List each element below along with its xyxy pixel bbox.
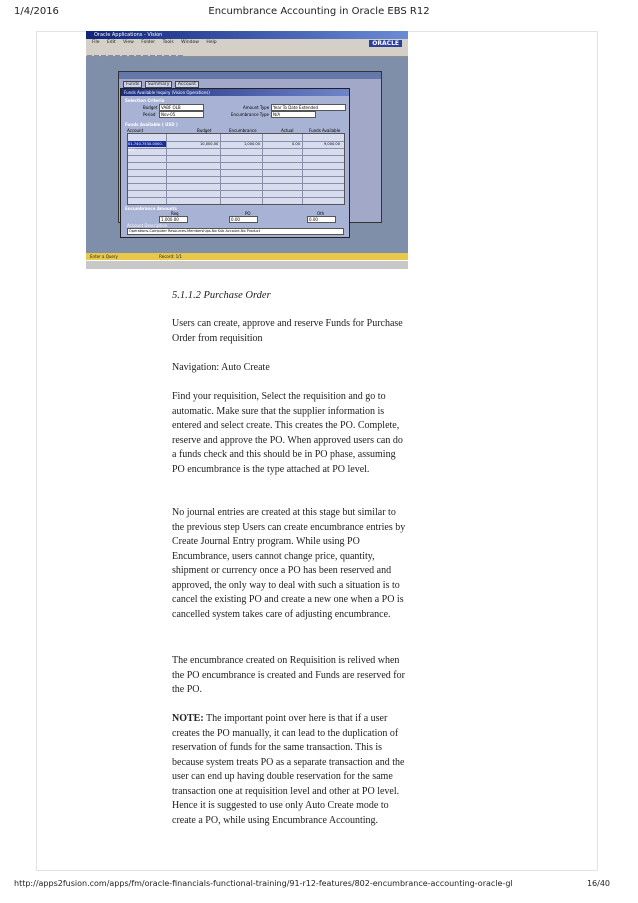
enc-req-label: Req [171, 211, 179, 216]
menu-bar [86, 39, 408, 47]
amount-type-label: Amount Type [243, 105, 270, 110]
taskbar-icon[interactable] [206, 269, 212, 270]
amount-type-select[interactable]: Year To Date Extended [271, 104, 346, 111]
enc-req-field[interactable]: 1,000.00 [159, 216, 188, 223]
enc-other-field[interactable]: 0.00 [307, 216, 336, 223]
funds-grid [127, 133, 345, 205]
menu-help[interactable]: Help [206, 40, 217, 45]
taskbar [86, 260, 408, 269]
col-account: Account [127, 128, 144, 133]
taskbar-icon[interactable] [115, 269, 121, 270]
menu-window[interactable]: Window [181, 40, 199, 45]
taskbar-icon[interactable] [220, 269, 226, 270]
taskbar-icon[interactable] [171, 269, 177, 270]
paragraph-navigation: Navigation: Auto Create [172, 362, 270, 373]
col-encumbrance: Encumbrance [229, 128, 257, 133]
menu-tools[interactable]: Tools [162, 40, 174, 45]
menu-folder[interactable]: Folder [141, 40, 156, 45]
col-budget: Budget [197, 128, 212, 133]
taskbar-icon[interactable] [122, 269, 128, 270]
funds-inquiry-window [120, 88, 350, 238]
taskbar-icon[interactable] [213, 269, 219, 270]
taskbar-icon[interactable] [192, 269, 198, 270]
desktop-area [86, 57, 408, 253]
enc-type-field[interactable]: N/A [271, 111, 316, 118]
source-url[interactable]: http://apps2fusion.com/apps/fm/oracle-financials-functional-training/91-r12-features/802-encumbrance-accounting-oracle-gl [14, 879, 513, 888]
tab-strip [123, 81, 200, 88]
paragraph-1: Users can create, approve and reserve Funds for Purchase Order from requisition [172, 318, 403, 344]
taskbar-icon[interactable] [185, 269, 191, 270]
col-funds: Funds Available [309, 128, 341, 133]
taskbar-icon[interactable] [178, 269, 184, 270]
desc-label: Account Description [127, 223, 168, 228]
note-paragraph [172, 712, 408, 828]
menu-view[interactable]: View [123, 40, 134, 45]
status-text: Enter a Query [90, 254, 118, 259]
paragraph-5: The encumbrance created on Requisition is relived when the PO encumbrance is created and Funds are reserved for the PO. [172, 655, 405, 695]
taskbar-icon[interactable] [101, 269, 107, 270]
taskbar-icon[interactable] [150, 269, 156, 270]
page-number: 16/40 [586, 879, 610, 888]
selected-account-cell[interactable]: 01-740-7530-0000-000 [128, 141, 166, 147]
taskbar-icon[interactable] [157, 269, 163, 270]
tab-summary[interactable]: Summary [145, 81, 173, 88]
taskbar-icon[interactable] [94, 269, 100, 270]
tab-funds[interactable]: Funds [123, 81, 142, 88]
menu-file[interactable]: File [92, 40, 100, 45]
taskbar-icon[interactable] [143, 269, 149, 270]
row-actual: 0.00 [292, 142, 301, 146]
oracle-logo: ORACLE [369, 40, 402, 47]
paragraph-4: No journal entries are created at this stage but similar to the previous step Users can create encumbrance entries by Create Journal Entry program. While using PO Encumbrance, users cannot change price, quantity, shipment or currency once a PO has been reserved and approved, the only way to deal with such a situation is to cancel the existing PO and create a new one when a PO is cancelled system takes care of adjusting encumbrance. [172, 507, 406, 620]
section-heading: 5.1.1.2 Purchase Order [172, 290, 271, 301]
status-bar [86, 253, 408, 260]
page-title: Encumbrance Accounting in Oracle EBS R12 [208, 6, 430, 17]
toolbar [86, 47, 408, 57]
section-funds: Funds Available ( USD ) [125, 122, 178, 127]
taskbar-icon[interactable] [136, 269, 142, 270]
section-enc-amounts: Encumbrance Amounts [125, 206, 177, 211]
section-criteria: Selection Criteria [125, 98, 165, 103]
enc-type-label: Encumbrance Type [231, 112, 269, 117]
row-encumbrance: 1,000.00 [244, 142, 261, 146]
col-actual: Actual [281, 128, 294, 133]
enc-other-label: Oth [317, 211, 325, 216]
row-budget: 10,000.00 [200, 142, 219, 146]
taskbar-icon[interactable] [108, 269, 114, 270]
taskbar-icon[interactable] [87, 269, 93, 270]
row-funds: 9,000.00 [324, 142, 341, 146]
taskbar-icon[interactable] [199, 269, 205, 270]
taskbar-icon[interactable] [129, 269, 135, 270]
form-title: Funds Available Inquiry (Vision Operations) [121, 89, 349, 96]
taskbar-icon[interactable] [164, 269, 170, 270]
window-titlebar: Oracle Applications - Vision [86, 31, 408, 39]
period-field[interactable]: Nov-05 [159, 111, 204, 118]
enc-po-label: PO [245, 211, 251, 216]
enc-po-field[interactable]: 0.00 [229, 216, 258, 223]
desc-field[interactable]: Operations-Computer Resources-Memberships-No Sub Account-No Product [127, 228, 344, 235]
tab-account[interactable]: Account [175, 81, 199, 88]
budget-field[interactable]: VABF OLB [159, 104, 204, 111]
oracle-screenshot [86, 31, 408, 269]
print-date: 1/4/2016 [14, 6, 59, 17]
note-text: The important point over here is that if a user creates the PO manually, it can lead to the duplication of reservation of funds for the same transaction. This is because system treats PO as a separate transaction and the user can end up having double reservation for the same transaction one at requisition level and other at PO level. Hence it is suggested to use only Auto Create mode to create a PO, while using Encumbrance Accounting. [172, 713, 405, 826]
paragraph-3: Find your requisition, Select the requisition and go to automatic. Make sure that the supplier information is entered and select create. This creates the PO. Complete, reserve and approve the PO. When approved users can do a funds check and this should be in PO phase, assuming PO encumbrance is the type attached at PO level. [172, 391, 403, 475]
record-count: Record: 1/1 [159, 254, 183, 259]
budget-label: Budget [143, 105, 158, 110]
note-label: NOTE: [172, 713, 204, 724]
period-label: Period [143, 112, 156, 117]
menu-edit[interactable]: Edit [106, 40, 116, 45]
